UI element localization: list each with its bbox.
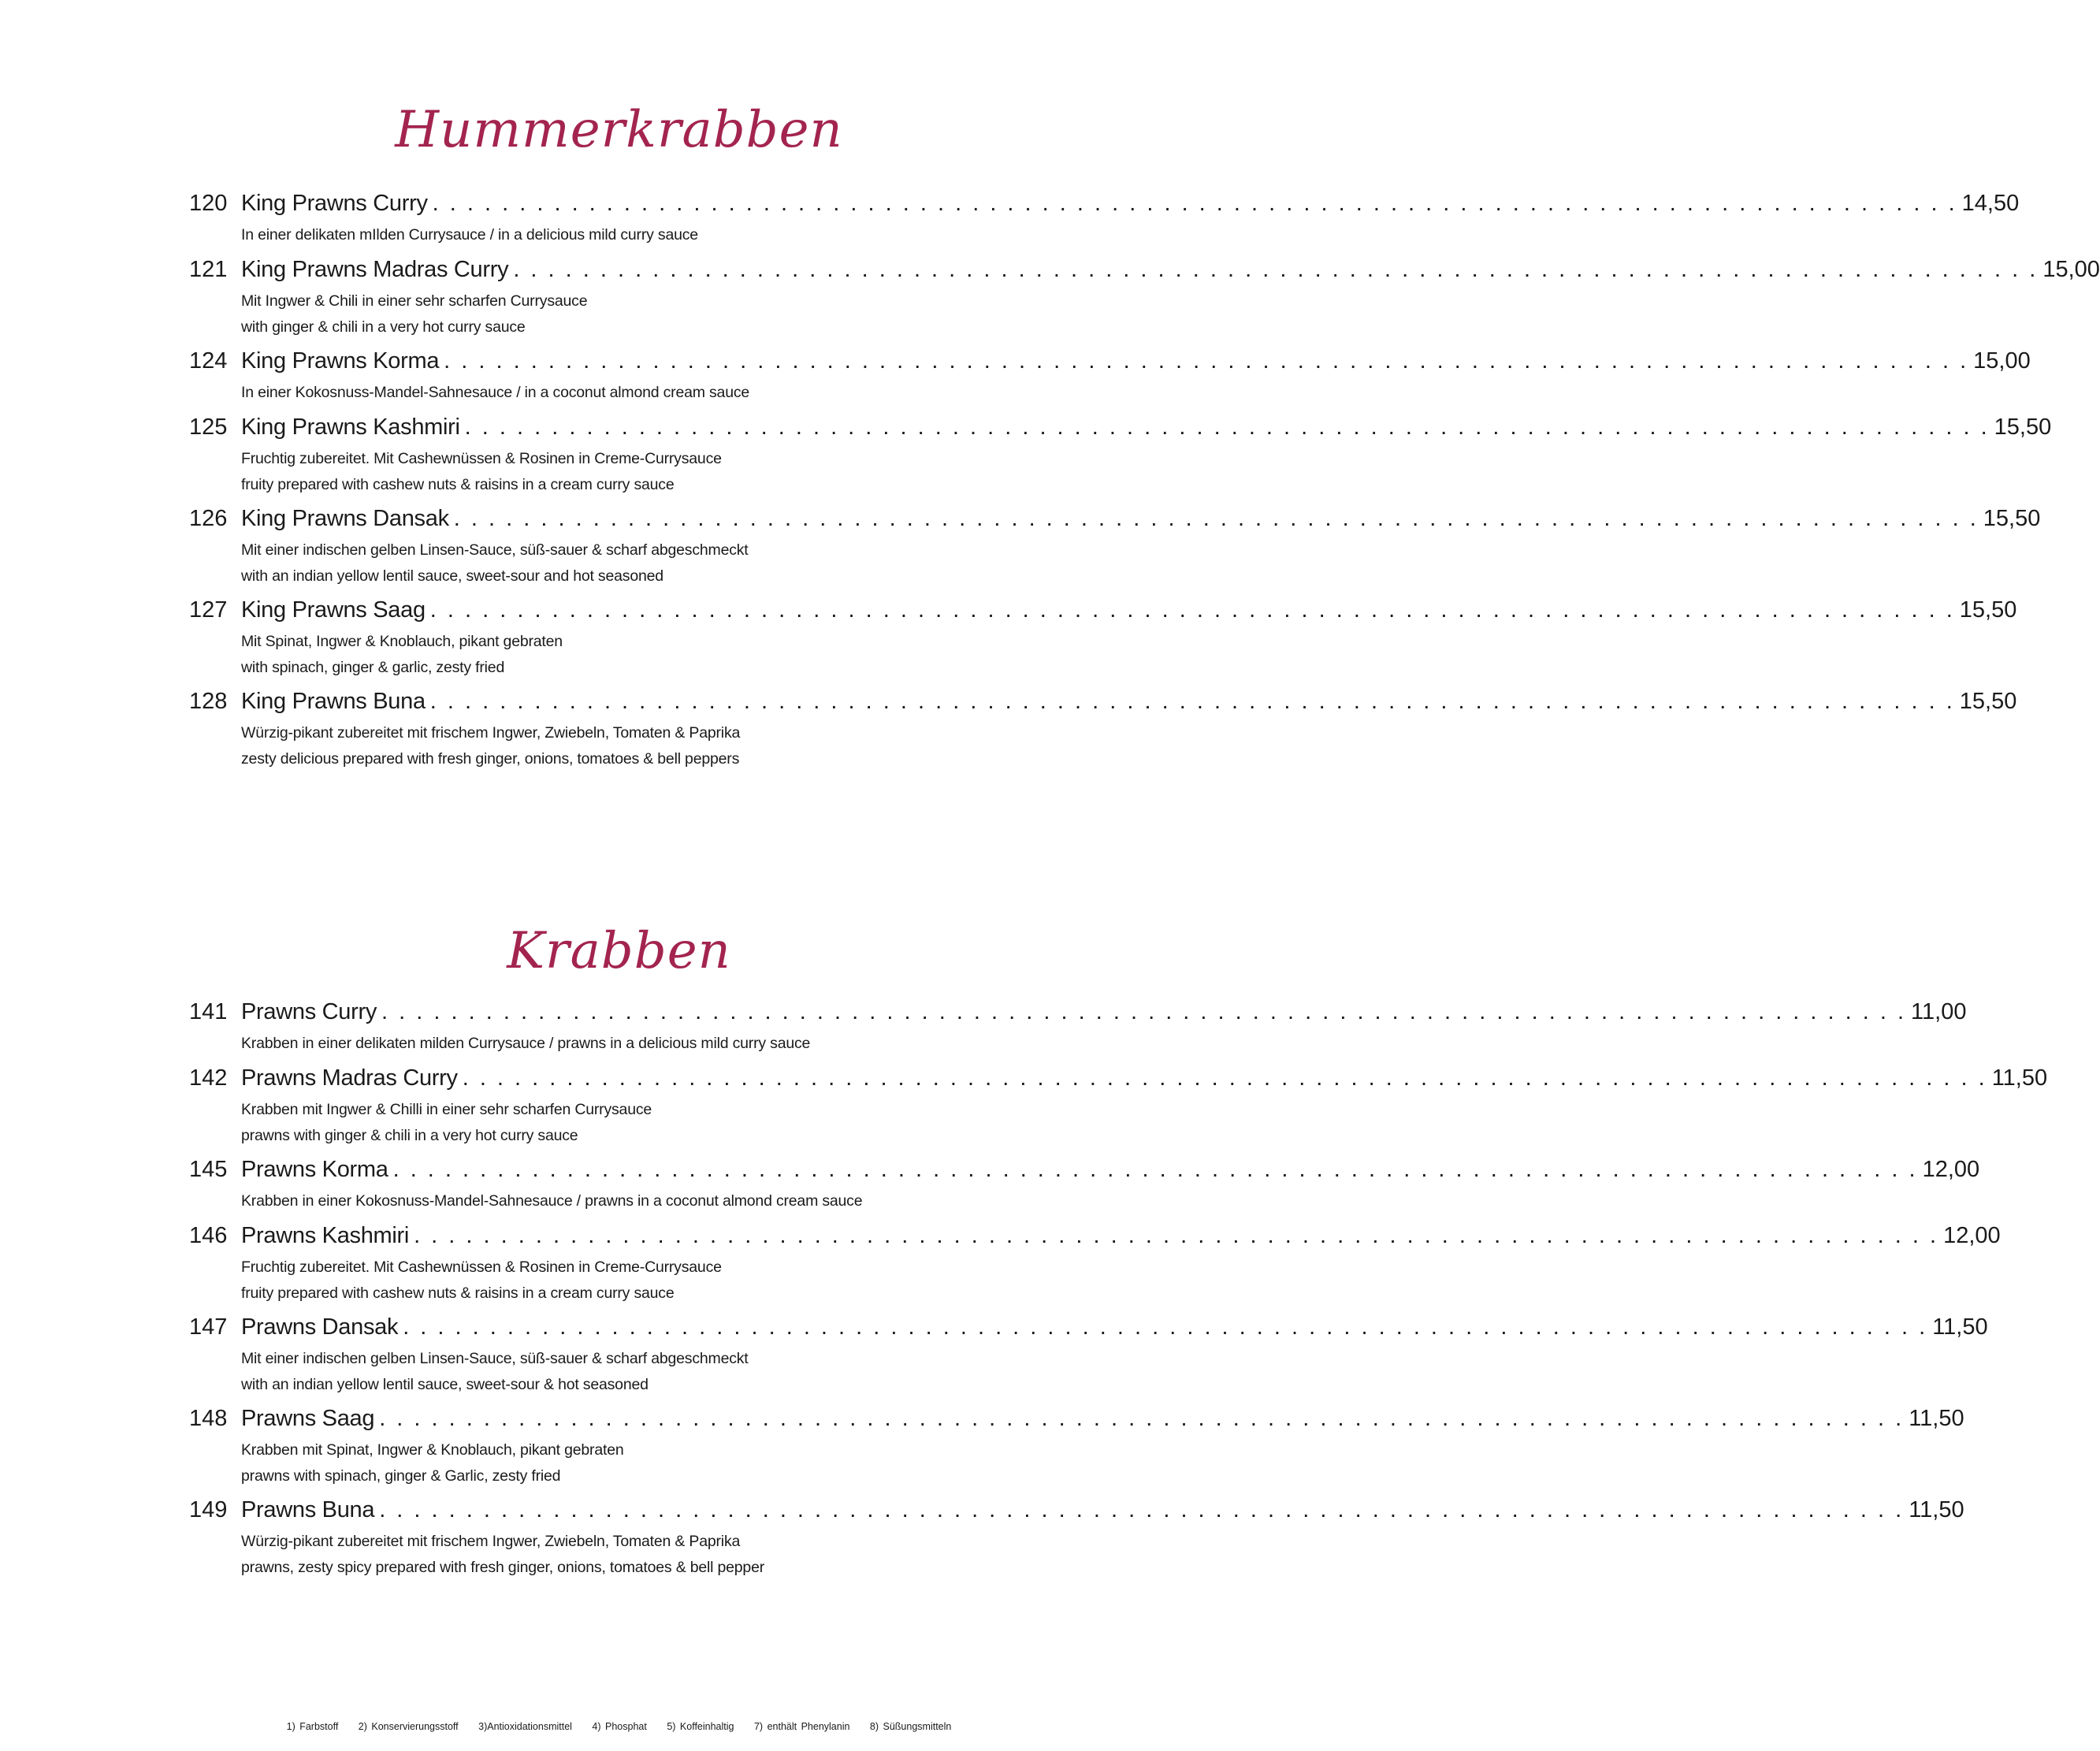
item-number: 121 bbox=[189, 257, 228, 282]
menu-item bbox=[189, 1314, 1988, 1398]
item-description: prawns with spinach, ginger & Garlic, zesty fried bbox=[241, 1467, 561, 1485]
dot-leader bbox=[433, 191, 1957, 217]
dot-leader bbox=[463, 1065, 1987, 1091]
menu-item bbox=[189, 415, 2052, 498]
item-name: King Prawns Curry bbox=[241, 191, 428, 216]
item-description: fruity prepared with cashew nuts & raisins in a cream curry sauce bbox=[241, 1284, 675, 1302]
item-description: with an indian yellow lentil sauce, sweet-sour & hot seasoned bbox=[241, 1376, 649, 1393]
menu-item bbox=[189, 257, 2100, 340]
item-description: with ginger & chili in a very hot curry sauce bbox=[241, 318, 526, 336]
item-description: Krabben mit Spinat, Ingwer & Knoblauch, pikant gebraten bbox=[241, 1441, 624, 1459]
menu-item bbox=[189, 597, 2017, 681]
dot-leader bbox=[444, 348, 1968, 374]
item-number: 149 bbox=[189, 1497, 228, 1522]
item-price: 15,50 bbox=[1983, 506, 2041, 531]
item-number: 148 bbox=[189, 1406, 228, 1431]
menu-item bbox=[189, 1223, 2001, 1307]
footnote-item: 7) enthält Phenylanin bbox=[753, 1721, 850, 1732]
item-price: 11,00 bbox=[1911, 999, 1967, 1024]
section-title-hummerkrabben: Hummerkrabben bbox=[395, 101, 843, 159]
item-name: King Prawns Dansak bbox=[241, 506, 449, 531]
menu-item bbox=[189, 348, 2031, 406]
item-price: 11,50 bbox=[1932, 1314, 1988, 1340]
item-name: Prawns Buna bbox=[241, 1497, 375, 1522]
item-description: prawns, zesty spicy prepared with fresh ginger, onions, tomatoes & bell pepper bbox=[241, 1559, 765, 1576]
item-description: Mit einer indischen gelben Linsen-Sauce, süß-sauer & scharf abgeschmeckt bbox=[241, 541, 749, 559]
menu-item bbox=[189, 191, 2019, 248]
item-name: King Prawns Madras Curry bbox=[241, 257, 509, 282]
item-description: Fruchtig zubereitet. Mit Cashewnüssen & Rosinen in Creme-Currysauce bbox=[241, 1258, 722, 1276]
item-number: 126 bbox=[189, 506, 228, 531]
footnote-item: 3)Antioxidationsmittel bbox=[478, 1721, 572, 1732]
dot-leader bbox=[454, 506, 1979, 532]
item-name: Prawns Dansak bbox=[241, 1314, 399, 1340]
item-description: Mit Spinat, Ingwer & Knoblauch, pikant gebraten bbox=[241, 633, 563, 650]
item-price: 11,50 bbox=[1991, 1065, 2048, 1091]
item-description: Mit einer indischen gelben Linsen-Sauce, süß-sauer & scharf abgeschmeckt bbox=[241, 1350, 749, 1367]
item-price: 15,50 bbox=[1959, 689, 2017, 714]
item-description: In einer Kokosnuss-Mandel-Sahnesauce / in a coconut almond cream sauce bbox=[241, 384, 750, 401]
item-description: Fruchtig zubereitet. Mit Cashewnüssen & Rosinen in Creme-Currysauce bbox=[241, 450, 722, 467]
dot-leader bbox=[379, 1497, 1904, 1523]
item-price: 15,00 bbox=[2042, 257, 2100, 282]
dot-leader bbox=[430, 597, 1955, 623]
menu-item bbox=[189, 999, 1967, 1057]
item-description: Würzig-pikant zubereitet mit frischem Ingwer, Zwiebeln, Tomaten & Paprika bbox=[241, 724, 741, 742]
item-number: 128 bbox=[189, 689, 228, 714]
item-price: 11,50 bbox=[1909, 1406, 1964, 1431]
item-number: 146 bbox=[189, 1223, 228, 1248]
item-price: 15,50 bbox=[1994, 415, 2052, 440]
item-name: King Prawns Buna bbox=[241, 689, 426, 714]
item-name: King Prawns Korma bbox=[241, 348, 440, 374]
item-name: King Prawns Kashmiri bbox=[241, 415, 460, 440]
item-number: 125 bbox=[189, 415, 228, 440]
item-price: 15,50 bbox=[1959, 597, 2017, 623]
item-description: Krabben in einer delikaten milden Currysauce / prawns in a delicious mild curry sauce bbox=[241, 1035, 811, 1052]
item-number: 141 bbox=[189, 999, 228, 1024]
dot-leader bbox=[379, 1406, 1904, 1432]
item-number: 124 bbox=[189, 348, 228, 374]
item-description: with an indian yellow lentil sauce, sweet-sour and hot seasoned bbox=[241, 567, 663, 585]
item-description: Mit Ingwer & Chili in einer sehr scharfen Currysauce bbox=[241, 292, 588, 310]
item-name: Prawns Madras Curry bbox=[241, 1065, 458, 1091]
item-description: zesty delicious prepared with fresh ginger, onions, tomatoes & bell peppers bbox=[241, 750, 740, 768]
item-number: 145 bbox=[189, 1157, 228, 1182]
item-name: Prawns Saag bbox=[241, 1406, 375, 1431]
dot-leader bbox=[403, 1314, 1927, 1340]
dot-leader bbox=[513, 257, 2038, 283]
menu-item bbox=[189, 506, 2041, 589]
item-price: 12,00 bbox=[1943, 1223, 2001, 1248]
item-number: 147 bbox=[189, 1314, 228, 1340]
item-number: 142 bbox=[189, 1065, 228, 1091]
item-price: 11,50 bbox=[1909, 1497, 1964, 1522]
item-description: In einer delikaten mIlden Currysauce / in a delicious mild curry sauce bbox=[241, 226, 698, 244]
item-description: Krabben mit Ingwer & Chilli in einer sehr scharfen Currysauce bbox=[241, 1101, 652, 1118]
item-price: 15,00 bbox=[1973, 348, 2031, 374]
dot-leader bbox=[465, 415, 1990, 441]
item-description: prawns with ginger & chili in a very hot curry sauce bbox=[241, 1127, 578, 1144]
dot-leader bbox=[414, 1223, 1938, 1249]
item-number: 127 bbox=[189, 597, 228, 623]
dot-leader bbox=[393, 1157, 1918, 1183]
item-name: King Prawns Saag bbox=[241, 597, 426, 623]
item-description: Würzig-pikant zubereitet mit frischem Ingwer, Zwiebeln, Tomaten & Paprika bbox=[241, 1533, 741, 1550]
item-description: Krabben in einer Kokosnuss-Mandel-Sahnesauce / prawns in a coconut almond cream sauce bbox=[241, 1192, 863, 1210]
footnote-item: 8) Süßungsmitteln bbox=[869, 1721, 952, 1732]
footnote-item: 1) Farbstoff bbox=[286, 1721, 339, 1732]
menu-item bbox=[189, 1065, 2048, 1149]
item-name: Prawns Kashmiri bbox=[241, 1223, 410, 1248]
footnote-item: 2) Konservierungsstoff bbox=[358, 1721, 459, 1732]
item-description: with spinach, ginger & garlic, zesty fried bbox=[241, 659, 505, 676]
menu-item bbox=[189, 689, 2017, 772]
dot-leader bbox=[430, 689, 1955, 715]
footnote-item: 5) Koffeinhaltig bbox=[667, 1721, 734, 1732]
item-number: 120 bbox=[189, 191, 228, 216]
menu-item bbox=[189, 1406, 1964, 1489]
footnote-legend bbox=[0, 1721, 1238, 1732]
item-price: 12,00 bbox=[1922, 1157, 1980, 1182]
menu-item bbox=[189, 1157, 1980, 1214]
menu-item bbox=[189, 1497, 1964, 1581]
section-title-krabben: Krabben bbox=[507, 922, 731, 980]
item-price: 14,50 bbox=[1961, 191, 2020, 216]
dot-leader bbox=[381, 999, 1906, 1025]
footnote-item: 4) Phosphat bbox=[592, 1721, 647, 1732]
item-description: fruity prepared with cashew nuts & raisins in a cream curry sauce bbox=[241, 476, 675, 493]
item-name: Prawns Curry bbox=[241, 999, 377, 1024]
item-name: Prawns Korma bbox=[241, 1157, 388, 1182]
